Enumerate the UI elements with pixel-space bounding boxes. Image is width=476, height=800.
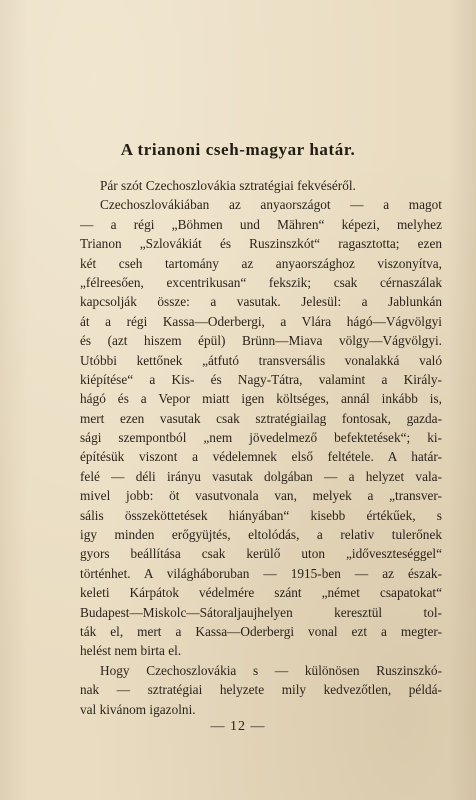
text-line: Czechoszlovákiában az anyaországot — a magot xyxy=(100,197,442,213)
text-line: igy minden erőgyüjtés, eltolódás, a relativ tulerőnek xyxy=(80,527,442,543)
body-text xyxy=(80,176,442,719)
text-line: át a régi Kassa—Oderbergi, a Vlára hágó—Vágvölgyi xyxy=(80,313,442,329)
text-line: keleti Kárpátok védelmére szánt „német csapatokat“ xyxy=(80,585,442,601)
text-line: „félreesően, excentrikusan“ fekszik; csak cérnaszálak xyxy=(80,274,442,290)
page-number: — 12 — xyxy=(210,719,266,734)
text-line: ták el, mert a Kassa—Oderbergi vonal ezt a megter- xyxy=(80,623,442,639)
text-line: építésük viszont a védelemnek első feltétele. A határ- xyxy=(80,449,442,465)
text-line: Utóbbi kettőnek „átfutó transversális vonalakká való xyxy=(80,352,442,368)
text-line: két cseh tartomány az anyaországhoz viszonyítva, xyxy=(80,255,442,271)
text-line: felé — déli irányu vasutak dolgában — a helyzet vala- xyxy=(80,468,442,484)
text-line: kiépítése“ a Kis- és Nagy-Tátra, valamint a Király- xyxy=(80,371,442,387)
text-line: és (azt hiszem épül) Brünn—Miava völgy—Vágvölgyi. xyxy=(80,333,442,349)
text-line: hágó és a Vepor miatt igen költséges, annál inkább is, xyxy=(80,391,442,407)
text-line: Hogy Czechoszlovákia s — különösen Ruszinszkó- xyxy=(100,662,442,678)
text-line: mivel jobb: öt vasutvonala van, melyek a „transver- xyxy=(80,488,442,504)
text-line: Trianon „Szlovákiát és Ruszinszkót“ ragasztotta; ezen xyxy=(80,236,442,252)
text-line: Budapest—Miskolc—Sátoraljaujhelyen keresztül tol- xyxy=(80,604,442,620)
text-line: Pár szót Czechoszlovákia sztratégiai fekvéséről. xyxy=(100,178,356,193)
text-line: sális összeköttetések hiányában“ kisebb értékűek, s xyxy=(80,507,442,523)
text-line: kapcsolják össze: a vasutak. Jelesül: a Jablunkán xyxy=(80,294,442,310)
chapter-title: A trianoni cseh-magyar határ. xyxy=(120,140,356,159)
text-line: gyors beállítása csak kerülő uton „időveszteséggel“ xyxy=(80,546,442,562)
text-line: sági szempontból „nem jövedelmező befektetések“; ki- xyxy=(80,430,442,446)
text-line: val kivánom igazolni. xyxy=(80,701,196,717)
text-line: — a régi „Böhmen und Mähren“ képezi, melyhez xyxy=(80,216,442,232)
text-line: helést nem birta el. xyxy=(80,643,182,659)
text-line: mert ezen vasutak csak sztratégiailag fontosak, gazda- xyxy=(80,410,442,426)
text-line: nak — sztratégiai helyzete mily kedvezőtlen, példá- xyxy=(80,682,442,698)
text-line: történhet. A világháboruban — 1915-ben — az észak- xyxy=(80,565,442,581)
